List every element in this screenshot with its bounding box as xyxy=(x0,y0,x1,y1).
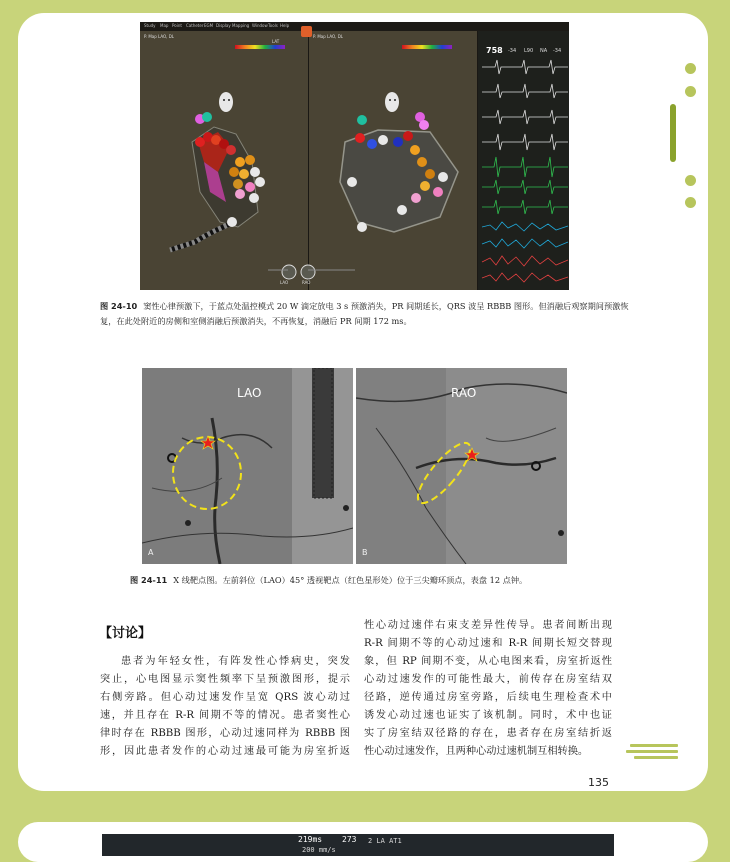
lat-color-scale xyxy=(402,45,452,49)
readout-value: L90 xyxy=(524,48,534,54)
next-book-page xyxy=(18,822,708,862)
menu-item: Mapping xyxy=(232,23,250,28)
xray-panel-rao xyxy=(356,368,567,564)
menu-item: EGM xyxy=(204,23,214,28)
side-dot-decoration xyxy=(685,63,696,74)
discussion-right-line: 性心动过速发作，且两种心动过速机制互相转换。 xyxy=(364,746,589,757)
discussion-right-line: 性心动过速伴右束支差异性传导。患者间断出现 xyxy=(364,620,612,631)
panel-dropdown: P. Map LAO, DL xyxy=(313,34,344,39)
lat-color-scale xyxy=(235,45,285,49)
orientation-label: LAO xyxy=(280,280,289,285)
panel-letter-b: B xyxy=(362,548,368,557)
cycle-length-readout: 758 xyxy=(486,46,503,55)
menu-item: Window xyxy=(252,23,268,28)
discussion-right-line: 象，但 RP 间期不变，从心电图来看，房室折返性 xyxy=(364,656,612,667)
figure-number: 图 24-10 xyxy=(100,301,138,311)
rao-label: RAO xyxy=(451,386,477,400)
discussion-right-line: 径路，逆传通过房室旁路，后续电生理检查术中 xyxy=(364,692,612,703)
readout-text: 273 xyxy=(342,835,357,844)
discussion-left-line: 突止，心电图显示窦性频率下呈预激图形，提示 xyxy=(100,674,350,685)
menu-item: Study xyxy=(144,23,156,28)
stripe-decoration xyxy=(626,750,678,753)
side-bar-decoration xyxy=(670,104,676,162)
menu-item: Help xyxy=(280,23,290,28)
menu-item: Map xyxy=(160,23,169,28)
figure-number: 图 24-11 xyxy=(130,575,168,585)
menu-item: Point xyxy=(172,23,182,28)
readout-text: 2 LA AT1 xyxy=(368,837,402,845)
discussion-left-line: 律时存在 RBBB 图形，心动过速同样为 RBBB 图 xyxy=(100,728,350,739)
discussion-right-line: R-R 间期不等的心动过速和 R-R 间期长短交替现 xyxy=(364,638,612,649)
figure-caption xyxy=(130,573,650,588)
readout-value: NA xyxy=(540,48,548,54)
menu-item: Tools xyxy=(268,23,278,28)
discussion-heading: 【讨论】 xyxy=(99,626,152,641)
side-dot-decoration xyxy=(685,86,696,97)
readout-text: 219ms xyxy=(298,835,323,844)
figure-caption-text: X 线靶点图。左前斜位（LAO）45° 透视靶点（红色星形处）位于三尖瓣环顶点，表盘 12 点钟。 xyxy=(173,575,528,585)
lat-label: LAT xyxy=(272,39,280,44)
page-number: 135 xyxy=(588,776,609,789)
xray-panel-lao xyxy=(142,368,353,564)
figure-caption-text: 窦性心律预激下，于蓝点处温控模式 20 W 滴定放电 3 s 预激消失，PR 间期延长，QRS 波呈 RBBB 图形。但消融后观察期间预激恢复，在此处附近的房侧和室侧消融后预激消失，不再恢复，消融后 PR 间期 172 ms。 xyxy=(100,301,629,326)
discussion-right-line: 诱发心动过速也证实了该机制。同时，术中也证 xyxy=(364,710,612,721)
panel-letter-a: A xyxy=(148,548,154,557)
discussion-left-line: 形，因此患者发作的心动过速最可能为房室折返 xyxy=(100,746,350,757)
discussion-left-line: 右侧旁路。但心动过速发作呈宽 QRS 波心动过 xyxy=(100,692,350,703)
discussion-right-line: 心动过速发作的可能性最大，前传存在房室结双 xyxy=(364,674,612,685)
orientation-label: RAO xyxy=(302,280,311,285)
figure-caption xyxy=(100,299,640,329)
app-logo-icon xyxy=(301,26,312,37)
discussion-left-line: 速，并且存在 R-R 间期不等的情况。患者窦性心 xyxy=(100,710,350,721)
stripe-decoration xyxy=(630,744,678,747)
book-page xyxy=(18,13,708,791)
readout-value: -34 xyxy=(553,48,562,54)
menu-item: Catheter xyxy=(186,23,204,28)
readout-text: 200 mm/s xyxy=(302,846,336,854)
side-dot-decoration xyxy=(685,197,696,208)
side-dot-decoration xyxy=(685,175,696,186)
next-page-screenshot-strip xyxy=(102,834,614,856)
lao-label: LAO xyxy=(237,386,262,400)
stripe-decoration xyxy=(634,756,678,759)
panel-dropdown: P. Map LAO, DL xyxy=(144,34,175,39)
mapping-screenshot-figure xyxy=(140,22,569,290)
mapping-view-graphics xyxy=(140,22,569,290)
readout-value: -34 xyxy=(508,48,517,54)
discussion-right-line: 实了房室结双径路的存在，患者存在房室结折返 xyxy=(364,728,612,739)
menu-item: Display xyxy=(216,23,231,28)
discussion-left-line: 患者为年轻女性，有阵发性心悸病史，突发 xyxy=(121,656,350,667)
